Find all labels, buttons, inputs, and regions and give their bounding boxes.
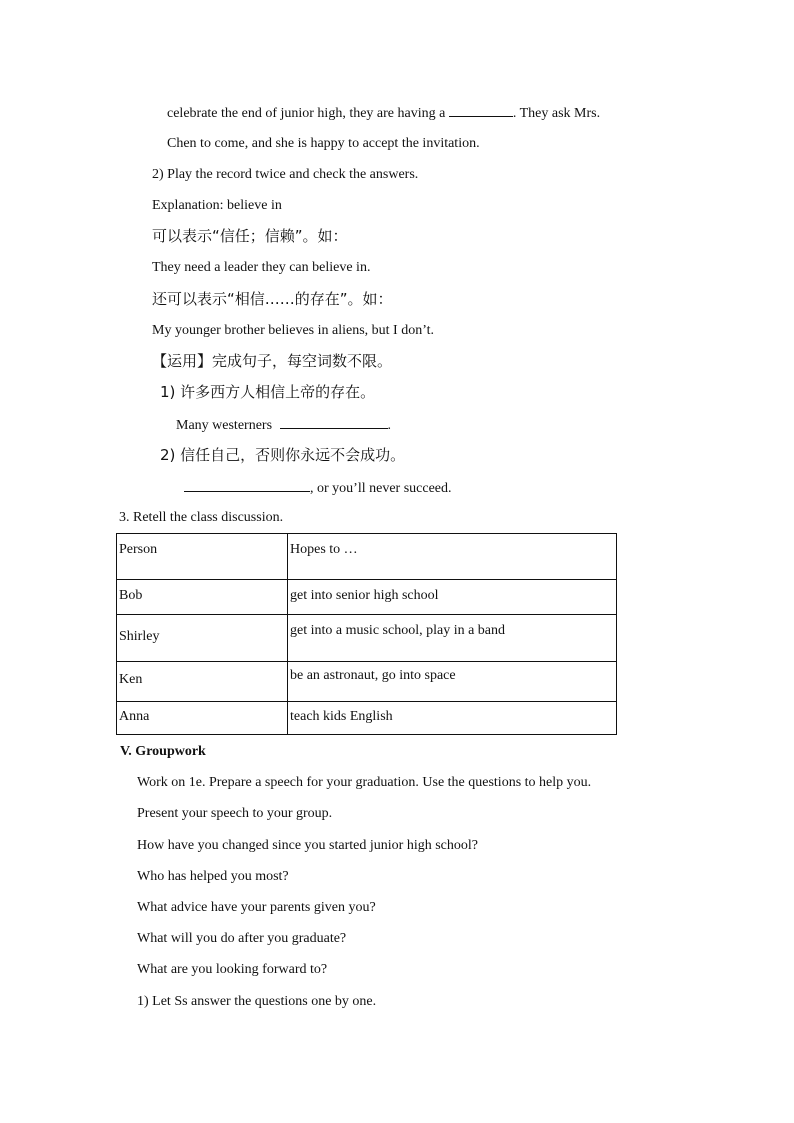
exercise-item-2: 2) 信任自己，否则你永远不会成功。 bbox=[160, 446, 406, 464]
table-header-cell: Hopes to … bbox=[288, 534, 617, 580]
exercise-item-1: 1) 许多西方人相信上帝的存在。 bbox=[160, 383, 376, 401]
text-line-2: Chen to come, and she is happy to accept the invitation. bbox=[167, 136, 480, 151]
answer-blank bbox=[449, 102, 513, 117]
answer-blank bbox=[280, 414, 388, 429]
groupwork-heading: V. Groupwork bbox=[120, 744, 206, 759]
explanation-meaning-1: 可以表示“信任；信赖”。如： bbox=[152, 227, 348, 245]
table-cell: Anna bbox=[117, 702, 288, 735]
explanation-heading: Explanation: believe in bbox=[152, 198, 282, 213]
explanation-meaning-2: 还可以表示“相信……的存在”。如： bbox=[152, 290, 393, 308]
table-row bbox=[117, 702, 617, 735]
groupwork-question: What advice have your parents given you? bbox=[137, 900, 376, 915]
groupwork-line: Work on 1e. Prepare a speech for your graduation. Use the questions to help you. bbox=[137, 775, 592, 790]
hopes-table bbox=[116, 533, 617, 735]
table-row bbox=[117, 662, 617, 702]
text-line-1: celebrate the end of junior high, they are having a . They ask Mrs. bbox=[167, 102, 600, 124]
example-sentence-2: My younger brother believes in aliens, but I don’t. bbox=[152, 323, 435, 338]
table-header-cell: Person bbox=[117, 534, 288, 580]
groupwork-step: 1) Let Ss answer the questions one by one. bbox=[137, 994, 377, 1009]
exercise-answer-2: , or you’ll never succeed. bbox=[184, 477, 452, 499]
table-cell: get into senior high school bbox=[288, 580, 617, 615]
table-cell: Shirley bbox=[117, 615, 288, 662]
table-row bbox=[117, 615, 617, 662]
table-cell: Bob bbox=[117, 580, 288, 615]
retell-instruction: 3. Retell the class discussion. bbox=[119, 510, 284, 525]
groupwork-question: Who has helped you most? bbox=[137, 869, 289, 884]
groupwork-line: Present your speech to your group. bbox=[137, 806, 333, 821]
step-2-instruction: 2) Play the record twice and check the answers. bbox=[152, 167, 419, 182]
table-header-row bbox=[117, 534, 617, 580]
groupwork-question: What will you do after you graduate? bbox=[137, 931, 347, 946]
answer-blank bbox=[184, 477, 310, 492]
table-row bbox=[117, 580, 617, 615]
groupwork-question: How have you changed since you started junior high school? bbox=[137, 838, 478, 853]
exercise-heading: 【运用】完成句子，每空词数不限。 bbox=[152, 352, 393, 370]
table-cell: get into a music school, play in a band bbox=[288, 615, 617, 662]
exercise-answer-1: Many westerners . bbox=[176, 414, 391, 436]
groupwork-question: What are you looking forward to? bbox=[137, 962, 328, 977]
table-cell: be an astronaut, go into space bbox=[288, 662, 617, 702]
table-cell: Ken bbox=[117, 662, 288, 702]
table-cell: teach kids English bbox=[288, 702, 617, 735]
example-sentence-1: They need a leader they can believe in. bbox=[152, 260, 371, 275]
